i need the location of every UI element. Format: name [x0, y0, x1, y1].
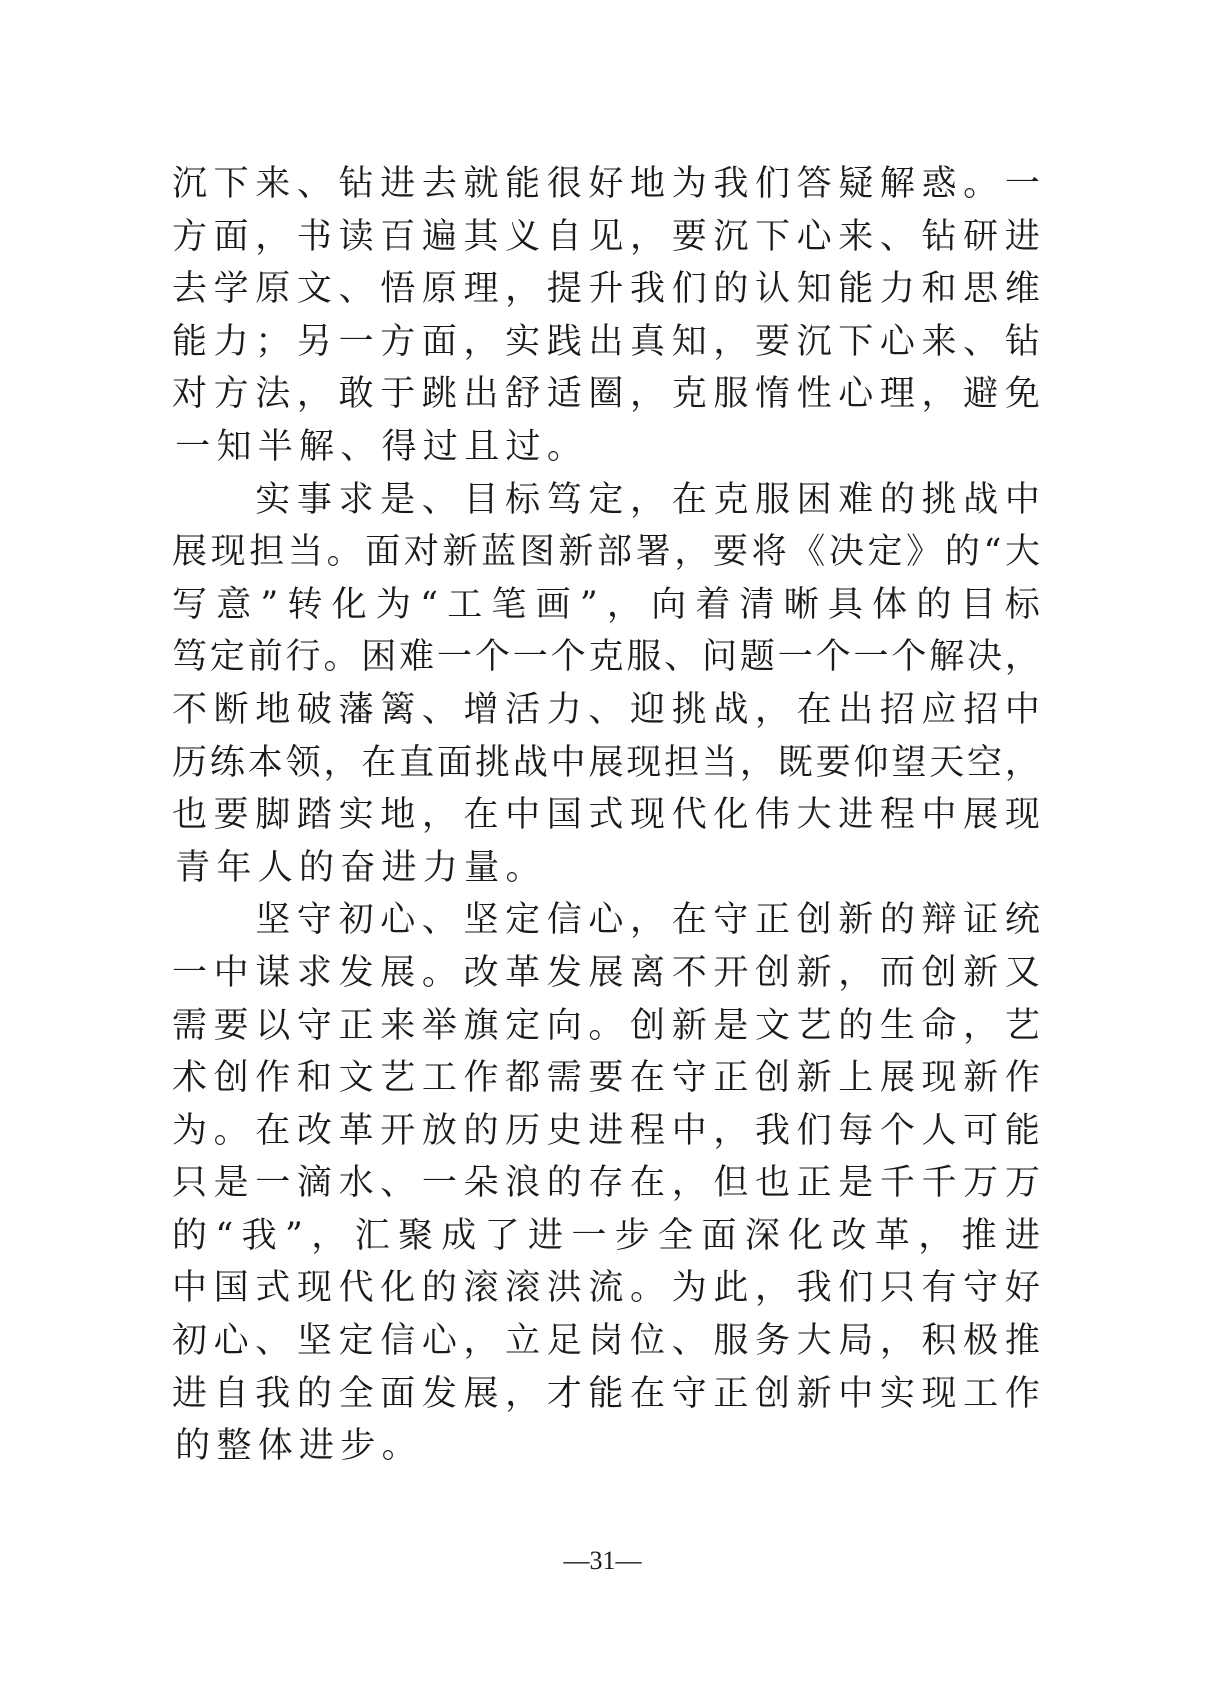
text-line: 去 学 原 文 、 悟 原 理 ， 提 升 我 们 的 认 知 能 力 和 思 维	[172, 269, 1040, 310]
text-line: 中 国 式 现 代 化 的 滚 滚 洪 流 。 为 此 ， 我 们 只 有 守 好	[172, 1268, 1040, 1309]
text-line: 一 知 半 解 、 得 过 且 过 。	[175, 426, 582, 467]
text-line: 也 要 脚 踏 实 地 ， 在 中 国 式 现 代 化 伟 大 进 程 中 展 现	[172, 795, 1040, 836]
text-line: 展 现 担 当 。 面 对 新 蓝 图 新 部 署 ， 要 将 《 决 定 》 的 “ 大	[172, 532, 1040, 573]
text-line: 初 心 、 坚 定 信 心 ， 立 足 岗 位 、 服 务 大 局 ， 积 极 推	[172, 1321, 1040, 1362]
text-line: 实 事 求 是 、 目 标 笃 定 ， 在 克 服 困 难 的 挑 战 中	[255, 479, 1040, 520]
text-line: 青 年 人 的 奋 进 力 量 。	[175, 847, 541, 888]
text-line: 进 自 我 的 全 面 发 展 ， 才 能 在 守 正 创 新 中 实 现 工 作	[172, 1373, 1040, 1414]
text-line: 对 方 法 ， 敢 于 跳 出 舒 适 圈 ， 克 服 惰 性 心 理 ， 避 免	[172, 374, 1040, 415]
text-line: 需 要 以 守 正 来 举 旗 定 向 。 创 新 是 文 艺 的 生 命 ， 艺	[172, 1005, 1040, 1046]
text-line: 一 中 谋 求 发 展 。 改 革 发 展 离 不 开 创 新 ， 而 创 新 又	[172, 952, 1040, 993]
body-text	[172, 158, 1040, 1473]
text-line: 笃 定 前 行 。 困 难 一 个 一 个 克 服 、 问 题 一 个 一 个 解 决 ，	[172, 637, 1040, 678]
text-line: 不 断 地 破 藩 篱 、 增 活 力 、 迎 挑 战 ， 在 出 招 应 招 中	[172, 689, 1040, 730]
text-line: 历 练 本 领 ， 在 直 面 挑 战 中 展 现 担 当 ， 既 要 仰 望 天 空 ，	[172, 742, 1040, 783]
text-line: 能 力 ； 另 一 方 面 ， 实 践 出 真 知 ， 要 沉 下 心 来 、 钻	[172, 321, 1040, 362]
text-line: 为 。 在 改 革 开 放 的 历 史 进 程 中 ， 我 们 每 个 人 可 能	[172, 1110, 1040, 1151]
text-line: 的 “ 我 ” ， 汇 聚 成 了 进 一 步 全 面 深 化 改 革 ， 推 进	[172, 1215, 1040, 1256]
text-line: 的 整 体 进 步 。	[175, 1426, 417, 1467]
text-line: 沉 下 来 、 钻 进 去 就 能 很 好 地 为 我 们 答 疑 解 惑 。 一	[172, 164, 1040, 204]
page-number: —31—	[563, 1546, 642, 1575]
text-line: 坚 守 初 心 、 坚 定 信 心 ， 在 守 正 创 新 的 辩 证 统	[255, 900, 1040, 941]
text-line: 术 创 作 和 文 艺 工 作 都 需 要 在 守 正 创 新 上 展 现 新 作	[172, 1058, 1040, 1099]
text-line: 方 面 ， 书 读 百 遍 其 义 自 见 ， 要 沉 下 心 来 、 钻 研 进	[172, 216, 1040, 257]
text-line: 写 意 ” 转 化 为 “ 工 笔 画 ” ， 向 着 清 晰 具 体 的 目 标	[172, 584, 1040, 625]
text-line: 只 是 一 滴 水 、 一 朵 浪 的 存 在 ， 但 也 正 是 千 千 万 万	[172, 1163, 1040, 1204]
